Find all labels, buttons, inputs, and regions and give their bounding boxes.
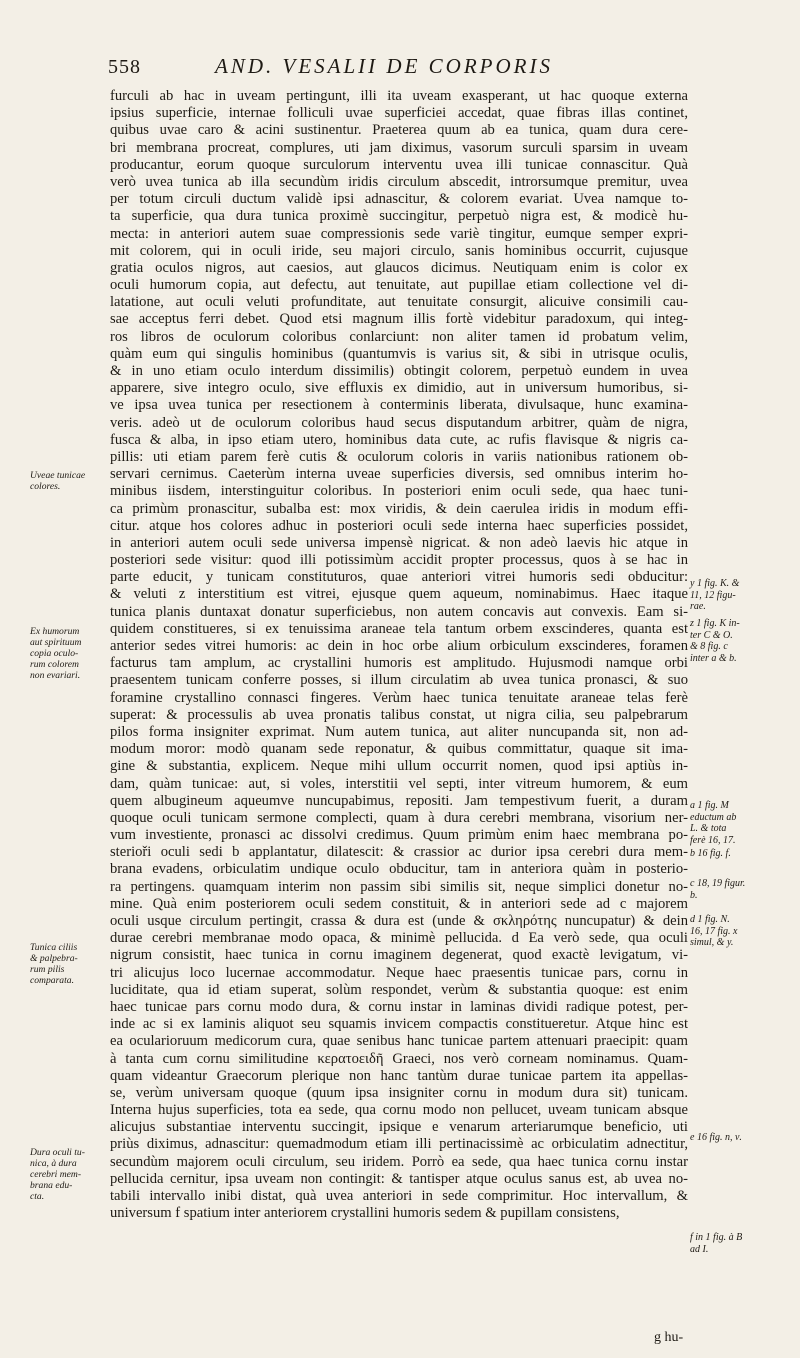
figure-reference-line: eductum ab <box>690 811 737 823</box>
body-line: ros libros de oculorum coloribus conlarciunt: non aliter tamen id probatum velim, <box>110 328 688 345</box>
figure-reference-line: e 16 fig. n, ν. <box>690 1132 742 1143</box>
body-line: alicujus substantiae interventu succingit, ipsique e venarum arteriarumque beneficio, uti <box>110 1119 688 1136</box>
body-line: apparere, sive integro oculo, sive effluxis ex dimidio, aut in universum humoribus, si- <box>110 380 688 397</box>
running-title: AND. VESALII DE CORPORIS <box>215 54 553 78</box>
body-line: secundùm majorem oculi circulum, seu iridem. Porrò ea sede, qua haec tunica cornu instar <box>110 1153 688 1170</box>
body-line: pillis: uti etiam parem ferè cutis & oculorum coloris in variis nationibus rationem ob- <box>110 448 688 465</box>
body-line: sae acceptus ferri debet. Quod etsi magnum illis fortè videbitur paradoxum, qui integ- <box>110 311 688 328</box>
body-line: fusca & alba, in ipso etiam utero, hominibus data cute, ac rufis flavisque & nigris ca- <box>110 431 688 448</box>
page-number: 558 <box>108 56 141 78</box>
margin-note-line: cta. <box>30 1191 45 1202</box>
body-line: gine & substantia, explicem. Neque mihi ullum occurrit nomen, quod ipsi aptiùs in- <box>110 758 688 775</box>
body-line: quoque oculi tunicam sermone complecti, quam à dura cerebri membrana, visorium ner- <box>110 809 688 826</box>
margin-note-line: non evariari. <box>30 670 81 681</box>
body-line: mit colorem, qui in oculi iride, seu majori circulo, sanis hominibus occurrit, cujusque <box>110 242 688 259</box>
body-text <box>110 88 688 1222</box>
figure-reference <box>690 878 762 901</box>
body-line: superat: & processulis ab uvea pronatis talibus constat, ut nigra cilia, seu palpebrarum <box>110 706 688 723</box>
figure-reference-line: b 16 fig. f. <box>690 848 731 859</box>
body-line: haec tunicae pars cornu modo dura, & cornu instar in laminas dividi radique potest, per- <box>110 998 688 1015</box>
margin-note-line: & palpebra- <box>30 953 78 964</box>
body-line: parte educit, y tunicam constituturos, quae anteriori vitrei humoris sedi obducitur: <box>110 569 688 586</box>
body-line: brana evadens, orbiculatim undique oculo obducitur, tam in anteriora quàm in posterio- <box>110 861 688 878</box>
body-line: foramine crystallino connasci fingeres. Verùm haec tunica tenuitate araneae telas ferè <box>110 689 688 706</box>
catchword: g hu- <box>654 1330 684 1345</box>
body-line: servari cernimus. Caeterùm interna uveae superficies diversis, sed omnibus interim ho- <box>110 466 688 483</box>
body-line: sterioři oculi sedi b applantatur, dilatescit: & crassior ac durior ipsa cerebri dura mem- <box>110 844 688 861</box>
body-line: quem albugineum aqueumve nuncupabimus, repositi. Jam tempestivum fuerit, a duram <box>110 792 688 809</box>
body-line: durae cerebri membranae modo opaca, & minimè pellucida. d Ea verò sede, qua oculi <box>110 930 688 947</box>
figure-reference <box>690 618 762 664</box>
body-line: nigrum consistit, haec tunica in cornu imaginem degenerat, quod exactè levigatum, vi- <box>110 947 688 964</box>
body-line: ve ipsa uvea tunica per resectionem à conterminis liberata, divulsaque, hunc examina- <box>110 397 688 414</box>
figure-reference <box>690 1132 762 1144</box>
figure-reference-line: ad I. <box>690 1243 709 1255</box>
body-line: mine. Quà enim posteriorem oculi sedem constituit, & in anteriori sede ad c majorem <box>110 895 688 912</box>
margin-note-line: Ex humorum <box>30 626 80 637</box>
body-line: per totum circuli ductum validè ipsi adnascitur, & colorem evariat. Uvea namque to- <box>110 191 688 208</box>
body-line: tabili intervallo inibi distat, quà uvea anteriori in sede comprimitur. Hoc intervallum, & <box>110 1188 688 1204</box>
body-line: priùs diximus, adnascitur: quemadmodum etiam illi pertinacissimè ac orbiculatim adnectitur, <box>110 1136 688 1153</box>
margin-note-line: aut spirituum <box>30 637 82 648</box>
body-line: tri alicujus loco lucernae accommodatur. Neque haec praesentis tunicae pars, cornu in <box>110 964 688 981</box>
figure-reference <box>690 914 762 949</box>
body-line: ca primùm pronascitur, subalba est: mox viridis, & dein caerulea iridis in modum effi- <box>110 500 688 517</box>
margin-note-line: rum colorem <box>30 659 79 670</box>
margin-note-line: rum pilis <box>30 964 65 975</box>
body-line: ta superficie, qua dura tunica proximè succingitur, perpetuò nigra est, & modicè hu- <box>110 208 688 225</box>
figure-reference-line: rae. <box>690 601 706 612</box>
body-line: posteriori sede visitur: quod illi potissimùm accidit propter processus, quos à se hac in <box>110 552 688 569</box>
figure-reference-line: d 1 fig. N. <box>690 914 730 925</box>
body-line: verò uvea tunica ab illa secundùm iridis circulum abscedit, introrsumque premitur, uvea <box>110 173 688 190</box>
body-line: ipsius superficie, internae folliculi uvae superficiei accedat, quae fibras illas continet, <box>110 105 688 122</box>
figure-reference <box>690 848 762 860</box>
margin-note-line: Uveae tunicae <box>30 470 86 481</box>
margin-note-line: nica, à dura <box>30 1158 77 1169</box>
body-line: gratia oculos nigros, aut caesios, aut glaucos dicimus. Neutiquam enim is color ex <box>110 259 688 276</box>
body-line: bri membrana procreat, complures, uti jam diximus, vasorum surculi sparsim in uveam <box>110 139 688 156</box>
margin-note <box>30 470 108 492</box>
body-line: ea ocularioruum medicorum cura, quae senibus hanc tunicae partem attenuari praecipit: quam <box>110 1033 688 1050</box>
body-line: mecta: in anteriori autem suae compressionis sede variè tingitur, eumque semper expri- <box>110 225 688 242</box>
body-line: facturus tam amplum, ac crystallini humoris est amplitudo. Hujusmodi namque orbi <box>110 655 688 672</box>
figure-reference-line: ferè 16, 17. <box>690 834 736 846</box>
body-line: dam, quàm tunicae: aut, si voles, interstitii vel septi, inter vitreum humorem, & eum <box>110 775 688 792</box>
figure-reference-line: z 1 fig. K in- <box>690 618 740 629</box>
body-line: oculi usque circulum pertingit, crassa & dura est (unde & σκληρότης nuncupatur) & dein <box>110 913 688 929</box>
margin-note <box>30 942 108 986</box>
page-header <box>110 52 710 86</box>
margin-note-line: colores. <box>30 481 61 492</box>
body-line: in anteriori autem oculi sede universa impensè nigricat. & non adeò laevis hic atque in <box>110 534 688 551</box>
margin-note <box>30 626 108 681</box>
body-line: inde ac si ex laminis aliquot seu squamis invicem compactis constitueretur. Atque hinc est <box>110 1016 688 1033</box>
body-line: producantur, eorum quoque surculorum interventu uvea illi tunicae connascitur. Quà <box>110 156 688 173</box>
body-line: praesentem tunicam conferre posses, si illum circulatim ab uvea tunica pronasci, & suo <box>110 672 688 689</box>
figure-reference-line: f in 1 fig. à B <box>690 1232 743 1243</box>
body-line: furculi ab hac in uveam pertingunt, illi ita uveam exasperant, ut hac quoque externa <box>110 88 688 104</box>
body-line: minibus iisdem, interstinguitur coloribus. In posteriori enim oculi sede, qua haec tuni- <box>110 483 688 500</box>
figure-reference <box>690 578 762 613</box>
body-line: tunica planis duntaxat donatur superficiebus, non autem concavis aut convexis. Eam si- <box>110 603 688 620</box>
figure-reference <box>690 1232 762 1255</box>
figure-reference-line: L. & tota <box>690 823 727 834</box>
body-line: Interna hujus superficies, tota ea sede, qua cornu modo non pellucet, uveam tunicam absque <box>110 1102 688 1119</box>
figure-reference-line: y 1 fig. K. & <box>690 578 740 589</box>
body-line: pilos forma insigniter exprimat. Num autem tunica, aut aliter nuncupanda sit, non ad- <box>110 723 688 740</box>
margin-note-line: cerebri mem- <box>30 1169 82 1180</box>
body-line: latatione, aut oculi veluti profunditate, aut tenuitate consurgit, alicuive consimili cau- <box>110 294 688 311</box>
body-line: se, verùm universam quoque (quum ipsa insigniter cornu in modum dura sit) tunicam. <box>110 1084 688 1101</box>
body-line: universum f spatium inter anteriorem crystallini humoris sedem & pupillam consistens, <box>110 1205 620 1222</box>
body-line: quàm eum qui singulis hominibus (quantumvis is varius sit, & sibi in utrisque oculis, <box>110 345 688 362</box>
body-line: pellucida cernitur, ipsa uveam non contingit: & tantisper atque oculus sanus est, ab uvea no- <box>110 1170 688 1187</box>
figure-reference-line: 16, 17 fig. x <box>690 925 738 937</box>
body-line: & in uno etiam oculo interdum dissimilis) obtingit colorem, perpetuò eundem in uvea <box>110 363 688 379</box>
figure-reference-line: c 18, 19 figur. <box>690 878 746 889</box>
margin-note-line: Tunica ciliis <box>30 942 78 953</box>
body-line: à tanta cum cornu similitudine κερατοειδῆ Graeci, nos verò corneam nominamus. Quam- <box>110 1050 688 1067</box>
figure-reference-line: inter a & b. <box>690 652 737 664</box>
body-line: luciditate, qua id etiam superat, solùm respondet, verùm & substantia quoque: est enim <box>110 981 688 998</box>
body-line: modum moror: modò quanam sede reponatur, & quibus committatur, quaque sit ima- <box>110 741 688 758</box>
margin-note-line: comparata. <box>30 975 74 986</box>
margin-note-line: Dura oculi tu- <box>30 1147 85 1158</box>
margin-note <box>30 1147 108 1202</box>
body-line: quibus uvae caro & acini sustinentur. Praeterea quum ab ea tunica, quam dura cere- <box>110 122 688 139</box>
figure-reference-line: a 1 fig. M <box>690 800 729 811</box>
body-line: vum investiente, pronasci ac dissolvi credimus. Quum primùm enim haec membrana po- <box>110 827 688 844</box>
figure-reference <box>690 800 762 846</box>
margin-note-line: brana edu- <box>30 1180 73 1191</box>
body-line: & veluti z interstitium est vitrei, ejusque quem aqueum, nominabimus. Haec itaque <box>110 586 688 603</box>
body-line: veris. adeò ut de oculorum coloribus haud secus disputandum arbitrer, quàm de nigra, <box>110 414 688 431</box>
figure-reference-line: ter C & O. <box>690 629 733 641</box>
figure-reference-line: & 8 fig. c <box>690 641 728 652</box>
body-line: citur. atque hos colores adhuc in posteriori oculi sede interna haec superficies possidet, <box>110 517 688 534</box>
figure-reference-line: 11, 12 figu- <box>690 589 736 601</box>
body-line: quidem constitueres, si ex tenuissima araneae tela tantum orbem exscinderes, quanta est <box>110 620 688 637</box>
body-line: ra pertingens. quamquam interim non passim sibi similis sit, neque simplici donetur no- <box>110 878 688 895</box>
figure-reference-line: simul, & y. <box>690 937 734 948</box>
body-line: anterior sedes vitrei humoris: ac dein in hoc orbe alium orbiculum exscinderes, foramen <box>110 638 688 654</box>
margin-note-line: copia oculo- <box>30 648 79 659</box>
body-line: oculi humorum copia, aut defectu, aut tenuitate, aut pupillae etiam collectione vel di- <box>110 277 688 294</box>
body-line: quam videantur Graecorum plerique non hanc tantùm durae tunicae partem ita appellas- <box>110 1067 688 1084</box>
figure-reference-line: b. <box>690 889 698 901</box>
